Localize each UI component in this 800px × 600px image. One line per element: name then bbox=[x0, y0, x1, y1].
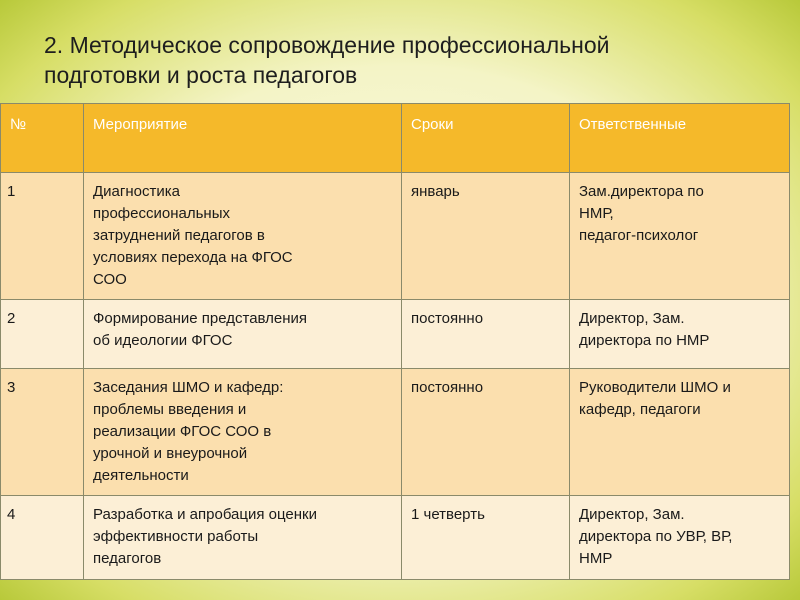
cell-event: Заседания ШМО и кафедр: проблемы введения и реализации ФГОС СОО в урочной и внеурочной деятельности bbox=[84, 369, 402, 496]
cell-term: 1 четверть bbox=[402, 496, 570, 580]
cell-responsible: Зам.директора по НМР, педагог-психолог bbox=[570, 173, 790, 300]
activities-table bbox=[0, 103, 790, 580]
cell-term: постоянно bbox=[402, 369, 570, 496]
cell-responsible: Директор, Зам. директора по НМР bbox=[570, 300, 790, 369]
cell-number: 2 bbox=[1, 300, 84, 369]
header-number: № bbox=[1, 104, 84, 173]
table-row bbox=[1, 300, 790, 369]
slide-title bbox=[44, 30, 764, 90]
slide-title-line-1: 2. Методическое сопровождение профессиональной bbox=[44, 32, 610, 58]
slide-title-line-2: подготовки и роста педагогов bbox=[44, 62, 358, 88]
cell-event: Разработка и апробация оценки эффективности работы педагогов bbox=[84, 496, 402, 580]
table-header-row bbox=[1, 104, 790, 173]
cell-event: Формирование представления об идеологии ФГОС bbox=[84, 300, 402, 369]
header-responsible: Ответственные bbox=[570, 104, 790, 173]
cell-number: 1 bbox=[1, 173, 84, 300]
cell-number: 4 bbox=[1, 496, 84, 580]
cell-responsible: Руководители ШМО и кафедр, педагоги bbox=[570, 369, 790, 496]
header-term: Сроки bbox=[402, 104, 570, 173]
cell-term: постоянно bbox=[402, 300, 570, 369]
cell-event: Диагностика профессиональных затруднений педагогов в условиях перехода на ФГОС СОО bbox=[84, 173, 402, 300]
table-row bbox=[1, 173, 790, 300]
cell-responsible: Директор, Зам. директора по УВР, ВР, НМР bbox=[570, 496, 790, 580]
table-row bbox=[1, 496, 790, 580]
table-row bbox=[1, 369, 790, 496]
cell-term: январь bbox=[402, 173, 570, 300]
header-event: Мероприятие bbox=[84, 104, 402, 173]
cell-number: 3 bbox=[1, 369, 84, 496]
